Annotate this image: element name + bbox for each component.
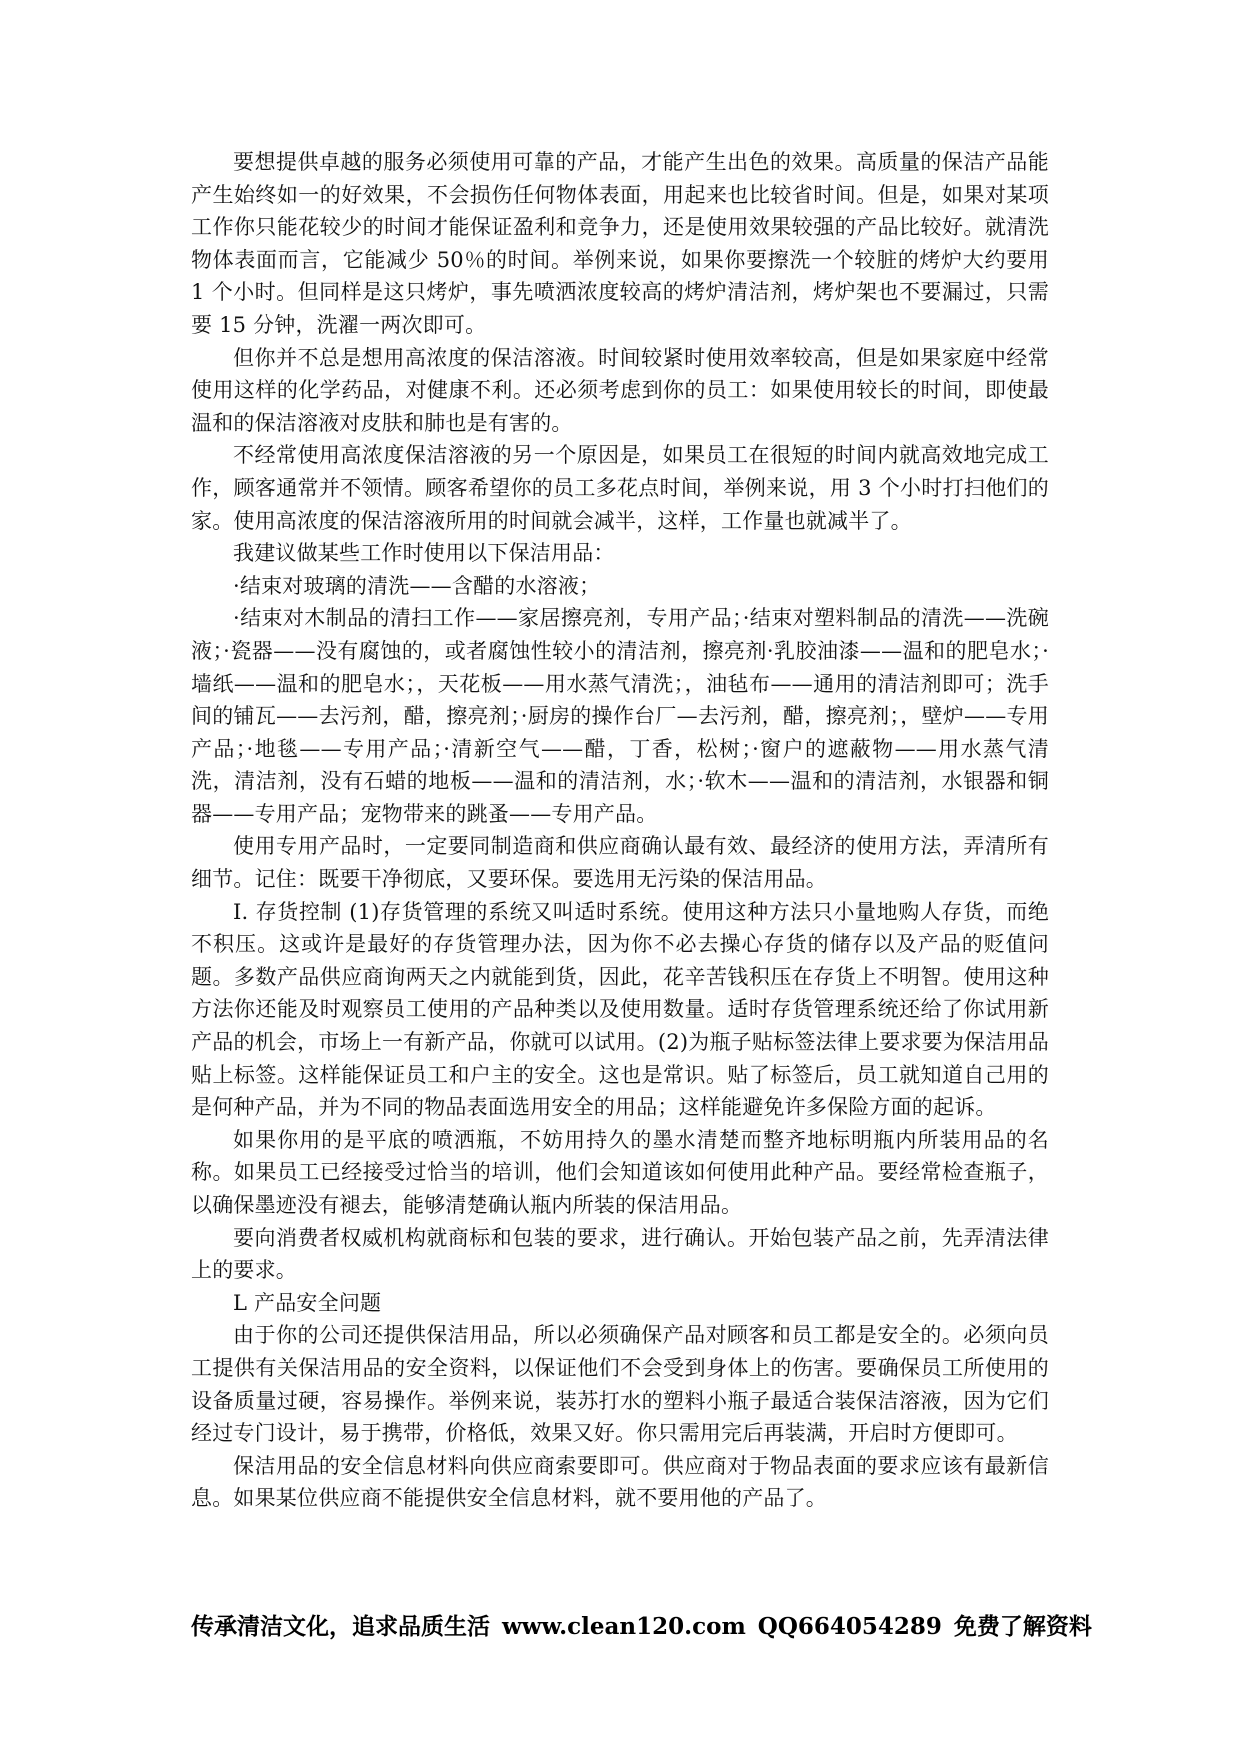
footer-qq: QQ664054289: [757, 1613, 942, 1640]
paragraph-2: 但你并不总是想用高浓度的保洁溶液。时间较紧时使用效率较高，但是如果家庭中经常使用这样的化学药品，对健康不利。还必须考虑到你的员工：如果使用较长的时间，即使最温和的保洁溶液对皮肤和肺也是有害的。: [191, 345, 1049, 435]
paragraph-6: ·结束对木制品的清扫工作——家居擦亮剂，专用产品；·结束对塑料制品的清洗——洗碗液；·瓷器——没有腐蚀的，或者腐蚀性较小的清洁剂，擦亮剂·乳胶油漆——温和的肥皂水；·墙纸——温和的肥皂水；，天花板——用水蒸气清洗；，油毡布——通用的清洁剂即可；洗手间的铺瓦——去污剂，醋，擦亮剂；·厨房的操作台厂—去污剂，醋，擦亮剂；，壁炉——专用产品；·地毯——专用产品；·清新空气——醋，丁香，松树；·窗户的遮蔽物——用水蒸气清洗，清洁剂，没有石蜡的地板——温和的清洁剂，水；·软木——温和的清洁剂，水银器和铜器——专用产品；宠物带来的跳蚤——专用产品。: [191, 606, 1049, 826]
paragraph-10: 要向消费者权威机构就商标和包装的要求，进行确认。开始包装产品之前，先弄清法律上的要求。: [191, 1225, 1049, 1283]
section-heading: L 产品安全问题: [233, 1290, 382, 1315]
paragraph-3: 不经常使用高浓度保洁溶液的另一个原因是，如果员工在很短的时间内就高效地完成工作，顾客通常并不领情。顾客希望你的员工多花点时间，举例来说，用 3 个小时打扫他们的家。使用高浓度的保洁溶液所用的时间就会减半，这样，工作量也就减半了。: [191, 443, 1049, 533]
footer-slogan: 传承清洁文化，追求品质生活: [191, 1613, 490, 1640]
paragraph-4: 我建议做某些工作时使用以下保洁用品：: [233, 541, 615, 566]
document-body: [191, 146, 1049, 1515]
paragraph-8: I. 存货控制 (1)存货管理的系统又叫适时系统。使用这种方法只小量地购人存货，而绝不积压。这或许是最好的存货管理办法，因为你不必去操心存货的储存以及产品的贬值问题。多数产品供应商询两天之内就能到货，因此，花辛苦钱积压在存货上不明智。使用这种方法你还能及时观察员工使用的产品种类以及使用数量。适时存货管理系统还给了你试用新产品的机会，市场上一有新产品，你就可以试用。(2)为瓶子贴标签法律上要求要为保洁用品贴上标签。这样能保证员工和户主的安全。这也是常识。贴了标签后，员工就知道自己用的是何种产品，并为不同的物品表面选用安全的用品；这样能避免许多保险方面的起诉。: [191, 899, 1049, 1120]
paragraph-1: 要想提供卓越的服务必须使用可靠的产品，才能产生出色的效果。高质量的保洁产品能产生始终如一的好效果，不会损伤任何物体表面，用起来也比较省时间。但是，如果对某项工作你只能花较少的时间才能保证盈利和竞争力，还是使用效果较强的产品比较好。就清洗物体表面而言，它能减少 50％的时间。举例来说，如果你要擦洗一个较脏的烤炉大约要用 1 个小时。但同样是这只烤炉，事先喷洒浓度较高的烤炉清洁剂，烤炉架也不要漏过，只需要 15 分钟，洗濯一两次即可。: [191, 150, 1049, 337]
paragraph-12: 保洁用品的安全信息材料向供应商索要即可。供应商对于物品表面的要求应该有最新信息。如果某位供应商不能提供安全信息材料，就不要用他的产品了。: [191, 1453, 1049, 1511]
paragraph-9: 如果你用的是平底的喷洒瓶，不妨用持久的墨水清楚而整齐地标明瓶内所装用品的名称。如果员工已经接受过恰当的培训，他们会知道该如何使用此种产品。要经常检查瓶子，以确保墨迹没有褪去，能够清楚确认瓶内所装的保洁用品。: [191, 1127, 1049, 1217]
footer-website-link[interactable]: www.clean120.com: [502, 1613, 746, 1640]
footer-note: 免费了解资料: [953, 1613, 1092, 1640]
footer-banner: [191, 1612, 1092, 1642]
paragraph-5: ·结束对玻璃的清洗——含醋的水溶液；: [233, 573, 601, 598]
paragraph-7: 使用专用产品时，一定要同制造商和供应商确认最有效、最经济的使用方法，弄清所有细节。记住：既要干净彻底，又要环保。要选用无污染的保洁用品。: [191, 834, 1049, 892]
paragraph-11: 由于你的公司还提供保洁用品，所以必须确保产品对顾客和员工都是安全的。必须向员工提供有关保洁用品的安全资料，以保证他们不会受到身体上的伤害。要确保员工所使用的设备质量过硬，容易操作。举例来说，装苏打水的塑料小瓶子最适合装保洁溶液，因为它们经过专门设计，易于携带，价格低，效果又好。你只需用完后再装满，开启时方便即可。: [191, 1323, 1049, 1446]
